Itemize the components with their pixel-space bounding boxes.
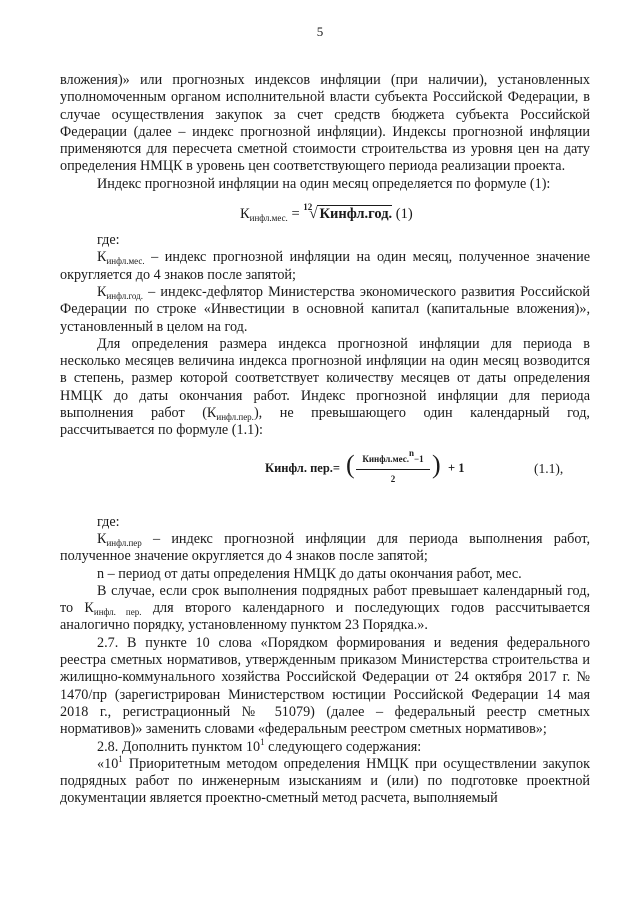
formula-1-1: [60, 448, 590, 492]
paragraph-10-1: [60, 753, 590, 808]
paragraph-text: В случае, если срок выполнения подрядных работ превышает календарный год, то К: [60, 582, 590, 617]
paragraph-multi-year: [60, 583, 590, 635]
formula-1-1-lhs: Кинфл. пер.=: [265, 460, 341, 475]
formula-1-lhs: К: [240, 206, 250, 223]
fraction-denominator: 2: [390, 473, 396, 484]
symbol-sub: инфл.пер.: [216, 412, 254, 423]
definition-text: – индекс прогнозной инфляции на один месяц, полученное значение округляется до 4 знаков после запятой;: [60, 249, 590, 283]
symbol-k: К: [97, 283, 107, 300]
definition-k-year: [60, 284, 590, 336]
formula-1-lhs-sub: инфл.мес.: [249, 213, 288, 224]
where-label-2: где:: [97, 513, 120, 530]
paragraph-tail: ), не превышающего один календарный год, рассчитывается по формуле (1.1):: [60, 405, 590, 439]
definition-text: – индекс-дефлятор Министерства экономического развития Российской Федерации по строке «Инвестиции в основной капитал (капитальные вложения)», установленный в целом на год.: [60, 283, 590, 335]
paragraph-tail: следующего содержания:: [264, 738, 422, 755]
formula-1: [60, 199, 590, 223]
formula-1-label: (1): [395, 206, 413, 223]
paragraph-2-7: 2.7. В пункте 10 слова «Порядком формирования и ведения федерального реестра сметных нормативов, утвержденным приказом Министерства строительства и жилищно-коммунального хозяйства Российской Федерации от 24 октября 2017 г. № 1470/пр (зарегистрирован Министерством юстиции Российской Федерации 14 мая 2018 г., регистрационный № 51079) (далее – федеральный реестр сметных нормативов)» заменить словами «федеральным реестром сметных нормативов»;: [60, 634, 590, 738]
where-label-1: где:: [97, 232, 120, 249]
formula-1-1-fraction: [356, 447, 430, 489]
symbol-sub: инфл.год.: [106, 290, 143, 301]
definition-k-month: [60, 249, 590, 284]
symbol-sub: инфл. пер.: [93, 607, 142, 618]
paragraph-text: Для определения размера индекса прогнозной инфляции для периода в несколько месяцев величина индекса прогнозной инфляции на один месяц возводится в степень, размер которой соответствует количеству месяцев от даты определения НМЦК до даты окончания работ. Индекс прогнозной инфляции для периода выполнения работ (К: [60, 335, 590, 422]
superscript: 1: [260, 736, 265, 747]
paragraph-tail: Приоритетным методом определения НМЦК при осуществлении закупок подрядных работ по инженерным изысканиям и (или) по подготовке проектной документации является проектно-сметный метод расчета, выполняемый: [60, 755, 590, 807]
formula-1-1-label: (1.1),: [534, 460, 564, 476]
definition-n: n – период от даты определения НМЦК до даты окончания работ, мес.: [97, 565, 522, 582]
paragraph-text: 2.8. Дополнить пунктом 10: [97, 738, 261, 755]
fraction-numerator: [356, 447, 430, 470]
formula-1-1-plus: + 1: [448, 460, 465, 475]
open-paren: (: [346, 449, 355, 479]
symbol-sub: инфл.пер: [106, 537, 142, 548]
superscript: 1: [118, 753, 123, 764]
paragraph-formula-intro: Индекс прогнозной инфляции на один месяц определяется по формуле (1):: [97, 175, 551, 192]
symbol-sub: инфл.мес.: [106, 256, 145, 267]
symbol-k: К: [97, 249, 107, 266]
page-number: 5: [316, 24, 324, 39]
paragraph-tail: для второго календарного и последующих годов рассчитывается аналогично порядку, установленному пунктом 23 Порядка.».: [60, 600, 590, 634]
paragraph-2-8: [60, 736, 590, 756]
formula-1-eq: =: [291, 206, 300, 223]
numerator-tail: −1: [414, 453, 424, 464]
formula-1-radicand: Кинфл.год.: [319, 206, 393, 223]
definition-k-period: [60, 531, 590, 566]
formula-1-root-index: 12: [303, 202, 313, 213]
close-paren: ): [432, 449, 441, 479]
numerator-base: Кинфл.мес.: [362, 453, 410, 464]
definition-text: – индекс прогнозной инфляции для периода выполнения работ, полученное значение округляется до 4 знаков после запятой;: [60, 530, 590, 565]
symbol-k: К: [97, 530, 107, 547]
document-body: [60, 72, 590, 808]
paragraph-continuation: вложения)» или прогнозных индексов инфляции (при наличии), установленных уполномоченным органом исполнительной власти субъекта Российской Федерации, в случае осуществления закупок за счет средств бюджета субъекта Российской Федерации (далее – индекс прогнозной инфляции). Индексы прогнозной инфляции применяются для пересчета сметной стоимости строительства из уровня цен на дату определения НМЦК в уровень цен соответствующего периода реализации проекта.: [60, 72, 590, 175]
paragraph-text: «10: [97, 755, 119, 772]
radical-sign-icon: √: [309, 206, 318, 223]
numerator-exponent: n: [409, 447, 415, 458]
paragraph-period-index: [60, 336, 590, 440]
